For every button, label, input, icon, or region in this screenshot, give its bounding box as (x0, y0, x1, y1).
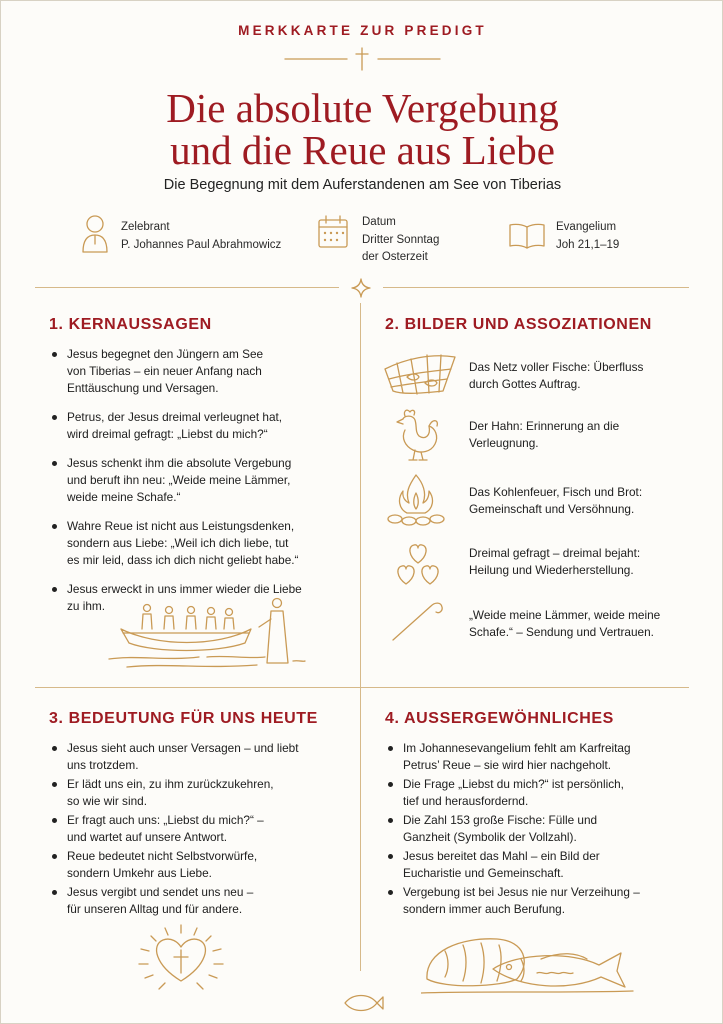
evangelium-value: Joh 21,1–19 (556, 239, 620, 251)
datum-value-line-2: der Osterzeit (362, 251, 428, 263)
zelebrant-label: Zelebrant (121, 221, 170, 233)
list-item: Er lädt uns ein, zu ihm zurückzukehren, so wie wir sind. (49, 776, 349, 810)
list-item: Die Frage „Liebst du mich?“ ist persönlich, tief und herausfordernd. (385, 776, 685, 810)
page-subtitle: Die Begegnung mit dem Auferstandenen am See von Tiberias (163, 177, 562, 193)
radiant-heart-cross-icon (121, 919, 241, 999)
datum-label: Datum (362, 216, 396, 228)
person-icon (79, 212, 111, 254)
title-line-2: und die Reue aus Liebe (170, 127, 555, 173)
calendar-icon (317, 214, 349, 250)
diamond-star-icon (350, 277, 372, 299)
zelebrant-value: P. Johannes Paul Abrahmowicz (121, 239, 282, 251)
assoc-text: „Weide meine Lämmer, weide meine Schafe.“ – Sendung und Vertrauen. (469, 608, 661, 639)
page-title (1, 87, 723, 171)
list-item: Jesus vergibt und sendet uns neu – für unseren Alltag und für andere. (49, 884, 349, 918)
fishing-net-icon (381, 349, 459, 399)
three-hearts-icon (393, 539, 443, 587)
list-item: Jesus bereitet das Mahl – ein Bild der Eucharistie und Gemeinschaft. (385, 848, 685, 882)
bread-and-fish-illustration (421, 929, 636, 999)
assoc-text: Der Hahn: Erinnerung an die Verleugnung. (469, 419, 620, 450)
title-line-1: Die absolute Vergebung (166, 85, 559, 131)
list-item: Die Zahl 153 große Fische: Fülle und Ganzheit (Symbolik der Vollzahl). (385, 812, 685, 846)
divider-left (35, 287, 339, 288)
list-item: Reue bedeutet nicht Selbstvorwürfe, sondern Umkehr aus Liebe. (49, 848, 349, 882)
campfire-icon (385, 471, 447, 529)
boat-jesus-illustration (107, 593, 307, 675)
horizontal-divider (35, 687, 689, 688)
divider-right (383, 287, 689, 288)
vertical-divider (360, 303, 361, 971)
header-cross-divider (281, 43, 444, 73)
assoc-text: Dreimal gefragt – dreimal bejaht: Heilung und Wiederherstellung. (469, 546, 641, 577)
bedeutung-list (49, 740, 349, 918)
list-item: Im Johannesevangelium fehlt am Karfreitag Petrus’ Reue – sie wird hier nachgeholt. (385, 740, 685, 774)
list-item: Er fragt auch uns: „Liebst du mich?“ – und wartet auf unsere Antwort. (49, 812, 349, 846)
shepherd-staff-icon (389, 596, 445, 644)
aussergewoehnliches-title: 4. AUSSERGEWÖHNLICHES (385, 710, 614, 727)
assoc-text: Das Kohlenfeuer, Fisch und Brot: Gemeinschaft und Versöhnung. (469, 485, 643, 516)
evangelium-label: Evangelium (556, 221, 617, 233)
datum-value-line-1: Dritter Sonntag (362, 234, 440, 246)
list-item: Jesus sieht auch unser Versagen – und liebt uns trotzdem. (49, 740, 349, 774)
list-item: Jesus begegnet den Jüngern am See von Tiberias – ein neuer Anfang nach Enttäuschung und Versagen. (49, 346, 349, 397)
kernaussagen-title: 1. KERNAUSSAGEN (49, 316, 212, 333)
bedeutung-title: 3. BEDEUTUNG FÜR UNS HEUTE (49, 710, 318, 727)
kicker: MERKKARTE ZUR PREDIGT (238, 23, 487, 38)
rooster-icon (391, 406, 441, 464)
kernaussagen-list (49, 346, 349, 615)
list-item: Jesus erweckt in uns immer wieder die Liebe zu ihm. (49, 581, 349, 615)
aussergewoehnliches-list (385, 740, 685, 918)
assoc-text: Das Netz voller Fische: Überfluss durch Gottes Auftrag. (469, 360, 644, 391)
list-item: Petrus, der Jesus dreimal verleugnet hat, wird dreimal gefragt: „Liebst du mich?“ (49, 409, 349, 443)
list-item: Wahre Reue ist nicht aus Leistungsdenken, sondern aus Liebe: „Weil ich dich liebe, tut es mir leid, dass ich dich nicht geliebt habe.“ (49, 518, 349, 569)
book-icon (507, 221, 547, 251)
list-item: Vergebung ist bei Jesus nie nur Verzeihung – sondern immer auch Berufung. (385, 884, 685, 918)
bilder-title: 2. BILDER UND ASSOZIATIONEN (385, 316, 652, 333)
ichthys-fish-icon (341, 991, 385, 1015)
list-item: Jesus schenkt ihm die absolute Vergebung und beruft ihn neu: „Weide meine Lämmer, weide meine Schafe.“ (49, 455, 349, 506)
